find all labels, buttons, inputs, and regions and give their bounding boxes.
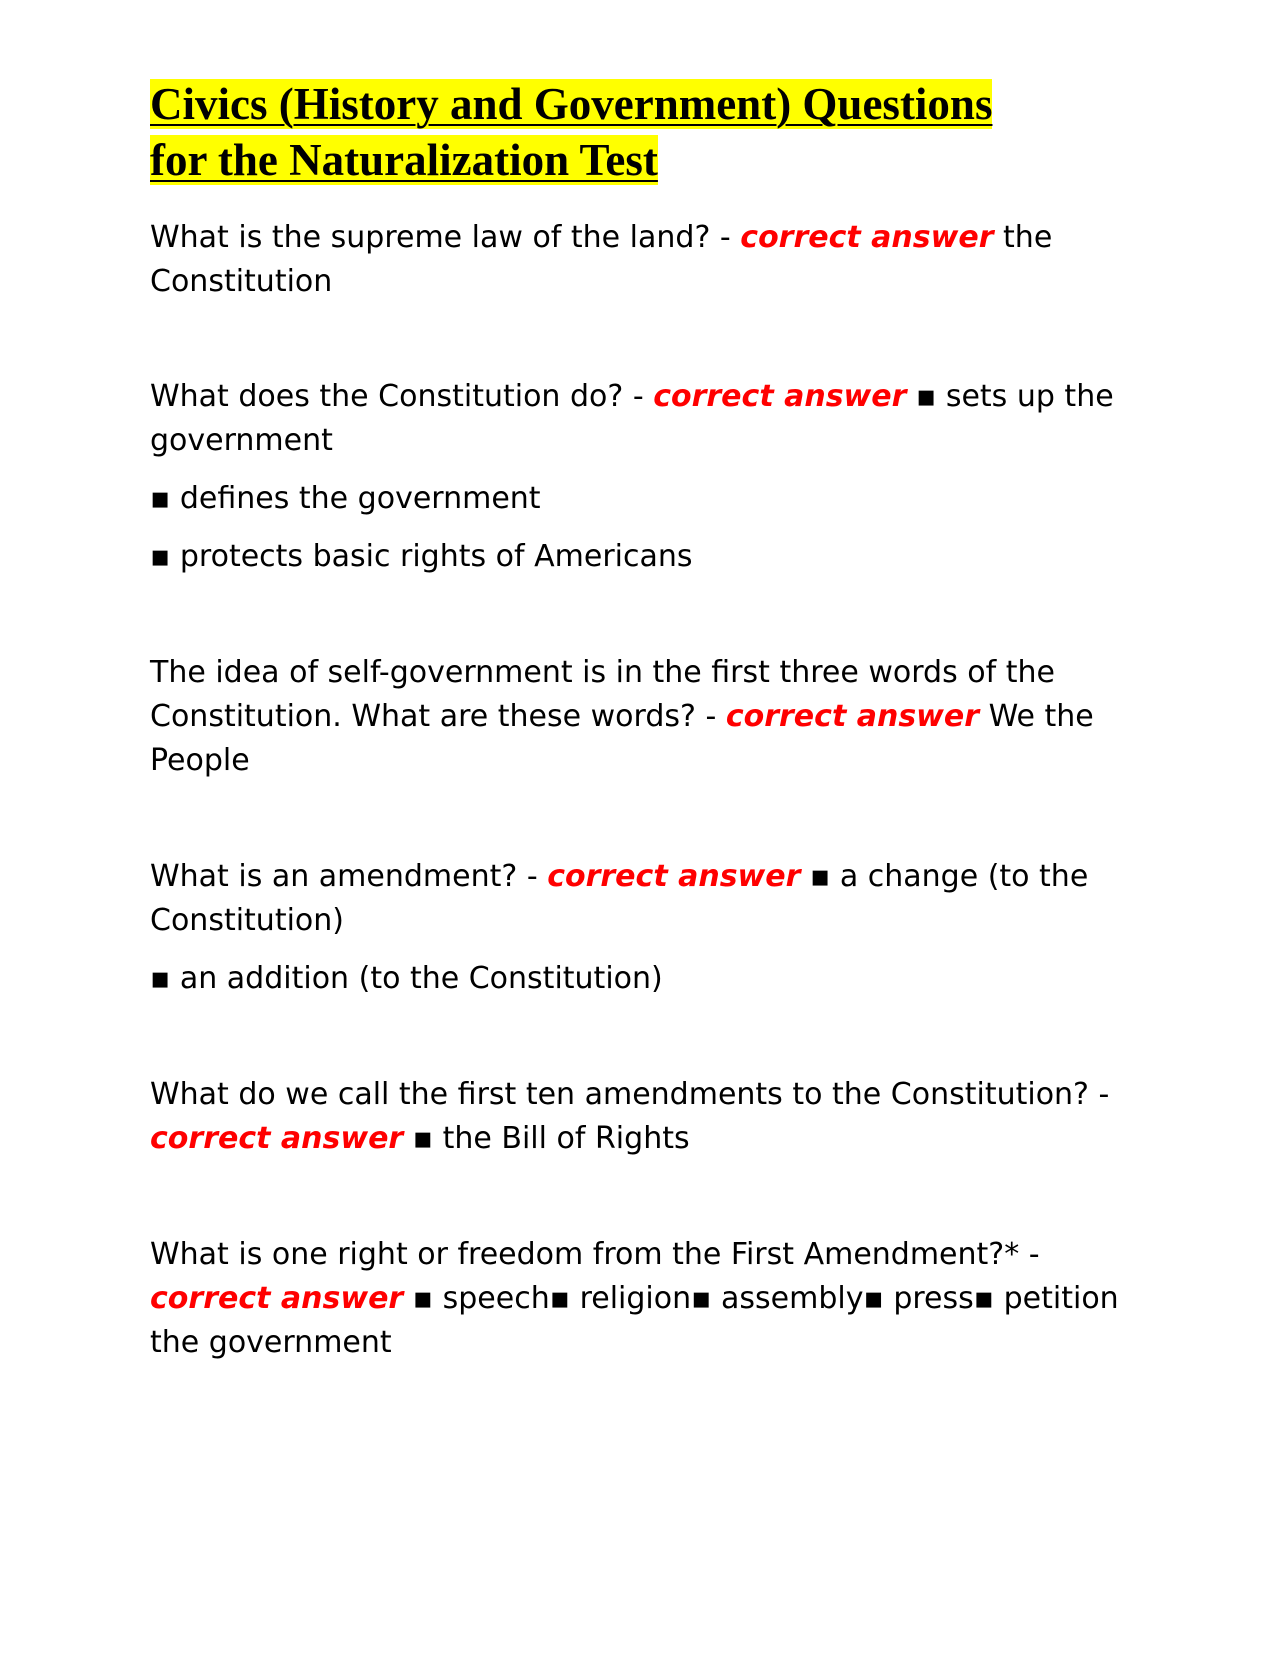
question-text: The idea of self-government is in the first three words of the Constitution. What are these words? -: [150, 655, 1055, 734]
answer-text: the Constitution: [150, 220, 1053, 299]
correct-answer-label: correct answer: [725, 699, 980, 734]
answer-text: ▪ speech▪ religion▪ assembly▪ press▪ petition the government: [150, 1281, 1119, 1360]
qa-item-3: [150, 651, 1130, 783]
correct-answer-label: correct answer: [740, 220, 994, 255]
correct-answer-label: correct answer: [150, 1121, 404, 1156]
answer-text: We the People: [150, 699, 1094, 778]
answer-bullet: ▪ defines the government: [150, 481, 541, 516]
qa-item-1: [150, 216, 1130, 304]
answer-bullet: ▪ protects basic rights of Americans: [150, 539, 693, 574]
correct-answer-label: correct answer: [547, 859, 801, 894]
document-page: [150, 76, 1130, 1365]
answer-text: ▪ a change (to the Constitution): [150, 859, 1089, 938]
question-text: What is an amendment? -: [150, 859, 548, 894]
qa-item-5: [150, 1073, 1130, 1161]
qa-item-6: [150, 1233, 1130, 1365]
question-text: What do we call the first ten amendments to the Constitution? -: [150, 1077, 1110, 1112]
question-text: What is the supreme law of the land? -: [150, 220, 741, 255]
title-line-2: for the Naturalization Test: [150, 135, 658, 185]
question-text: What does the Constitution do? -: [150, 379, 654, 414]
qa-item-2: [150, 375, 1130, 463]
correct-answer-label: correct answer: [150, 1281, 404, 1316]
answer-text: ▪ the Bill of Rights: [403, 1121, 690, 1156]
qa-item-4: [150, 855, 1130, 943]
correct-answer-label: correct answer: [653, 379, 907, 414]
title-line-1: Civics (History and Government) Questions: [150, 79, 993, 129]
qa-list: [150, 216, 1130, 1365]
answer-bullet: ▪ an addition (to the Constitution): [150, 961, 663, 996]
answer-text: ▪ sets up the government: [150, 379, 1114, 458]
document-title: [150, 76, 1130, 188]
question-text: What is one right or freedom from the First Amendment?* -: [150, 1237, 1040, 1272]
